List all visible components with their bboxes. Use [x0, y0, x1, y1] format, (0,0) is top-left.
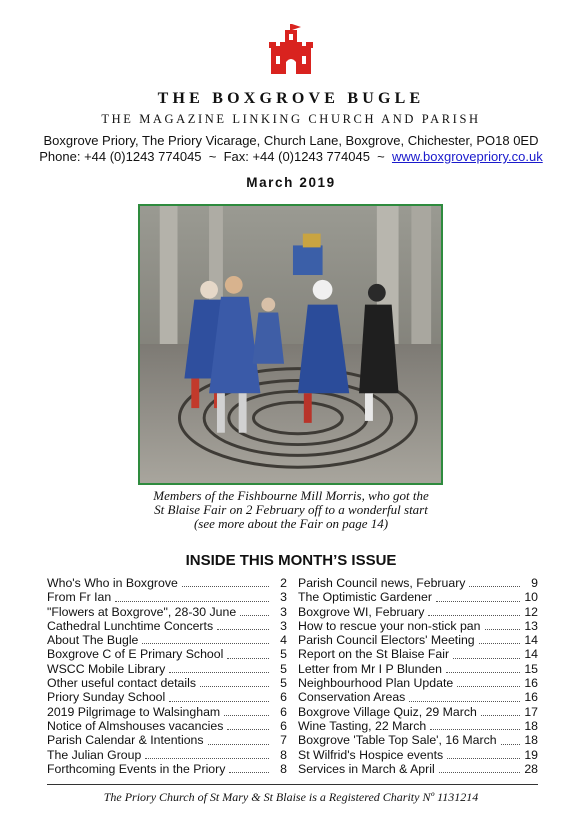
- toc-row[interactable]: [47, 633, 287, 647]
- toc-title: Parish Calendar & Intentions: [47, 733, 204, 748]
- toc-title: Forthcoming Events in the Priory: [47, 761, 226, 776]
- toc-title: Other useful contact details: [47, 676, 197, 691]
- toc-title: The Julian Group: [47, 747, 142, 762]
- toc-page: 13: [524, 618, 538, 633]
- toc-row[interactable]: [47, 762, 287, 776]
- toc-leader: [208, 744, 269, 745]
- toc-leader: [182, 586, 269, 587]
- toc-row[interactable]: [298, 576, 538, 590]
- toc-row[interactable]: [298, 748, 538, 762]
- toc-row[interactable]: [47, 619, 287, 633]
- toc-row[interactable]: [47, 605, 287, 619]
- toc-title: Services in March & April: [298, 761, 435, 776]
- website-link[interactable]: www.boxgrovepriory.co.uk: [391, 149, 543, 164]
- toc-leader: [115, 601, 269, 602]
- toc-leader: [469, 586, 520, 587]
- toc-page: 18: [524, 718, 538, 733]
- contents-right-column: [298, 576, 538, 776]
- toc-leader: [217, 629, 269, 630]
- charity-footer: The Priory Church of St Mary & St Blaise is a Registered Charity Nº 1131214: [103, 790, 479, 804]
- toc-row[interactable]: [298, 662, 538, 676]
- toc-title: Report on the St Blaise Fair: [298, 647, 450, 662]
- cover-photo: [138, 204, 443, 485]
- toc-page: 8: [280, 761, 287, 776]
- toc-leader: [453, 658, 520, 659]
- contents-heading: INSIDE THIS MONTH’S ISSUE: [185, 552, 397, 569]
- toc-leader: [227, 729, 269, 730]
- toc-page: 7: [280, 733, 287, 748]
- photo-caption-line-2: St Blaise Fair on 2 February off to a wonderful start: [154, 502, 428, 517]
- toc-row[interactable]: [47, 748, 287, 762]
- toc-row[interactable]: [298, 705, 538, 719]
- toc-title: Parish Council Electors' Meeting: [298, 633, 475, 648]
- toc-row[interactable]: [298, 619, 538, 633]
- toc-title: "Flowers at Boxgrove", 28-30 June: [47, 604, 237, 619]
- toc-row[interactable]: [47, 705, 287, 719]
- issue-month: March 2019: [246, 175, 336, 190]
- toc-row[interactable]: [47, 662, 287, 676]
- toc-leader: [436, 601, 520, 602]
- toc-page: 12: [524, 604, 538, 619]
- toc-row[interactable]: [298, 719, 538, 733]
- magazine-subtitle: THE MAGAZINE LINKING CHURCH AND PARISH: [101, 112, 481, 126]
- toc-page: 14: [524, 633, 538, 648]
- toc-row[interactable]: [298, 676, 538, 690]
- magazine-title: THE BOXGROVE BUGLE: [157, 90, 425, 107]
- toc-leader: [428, 615, 520, 616]
- toc-page: 18: [524, 733, 538, 748]
- toc-leader: [439, 772, 520, 773]
- toc-row[interactable]: [298, 647, 538, 661]
- toc-page: 28: [524, 761, 538, 776]
- toc-row[interactable]: [47, 733, 287, 747]
- toc-row[interactable]: [47, 576, 287, 590]
- toc-row[interactable]: [298, 690, 538, 704]
- toc-page: 8: [280, 747, 287, 762]
- toc-page: 3: [280, 618, 287, 633]
- toc-row[interactable]: [298, 605, 538, 619]
- toc-page: 6: [280, 718, 287, 733]
- toc-row[interactable]: [47, 676, 287, 690]
- toc-page: 2: [280, 576, 287, 590]
- toc-row[interactable]: [47, 690, 287, 704]
- toc-page: 19: [524, 747, 538, 762]
- toc-title: Cathedral Lunchtime Concerts: [47, 618, 214, 633]
- toc-leader: [501, 744, 520, 745]
- castle-tower-icon: [265, 24, 317, 74]
- toc-leader: [485, 629, 521, 630]
- toc-leader: [169, 701, 269, 702]
- toc-title: 2019 Pilgrimage to Walsingham: [47, 704, 221, 719]
- toc-title: Who's Who in Boxgrove: [47, 576, 178, 590]
- toc-title: Boxgrove C of E Primary School: [47, 647, 224, 662]
- toc-page: 5: [280, 676, 287, 691]
- toc-page: 14: [524, 647, 538, 662]
- phone-fax-text: Phone: +44 (0)1243 774045 ~ Fax: +44 (0)1243 774045 ~: [39, 149, 392, 164]
- footer-divider: [47, 784, 538, 785]
- toc-title: Conservation Areas: [298, 690, 406, 705]
- toc-title: Parish Council news, February: [298, 576, 466, 590]
- toc-leader: [481, 715, 520, 716]
- toc-page: 9: [531, 576, 538, 590]
- toc-leader: [430, 729, 520, 730]
- contents-left-column: [47, 576, 287, 776]
- toc-row[interactable]: [298, 762, 538, 776]
- toc-page: 10: [524, 590, 538, 605]
- toc-title: Boxgrove 'Table Top Sale', 16 March: [298, 733, 497, 748]
- toc-leader: [446, 672, 520, 673]
- toc-title: Boxgrove Village Quiz, 29 March: [298, 704, 477, 719]
- toc-row[interactable]: [298, 733, 538, 747]
- toc-page: 16: [524, 676, 538, 691]
- toc-page: 5: [280, 661, 287, 676]
- toc-leader: [409, 701, 520, 702]
- toc-leader: [240, 615, 269, 616]
- toc-title: Boxgrove WI, February: [298, 604, 425, 619]
- toc-title: Priory Sunday School: [47, 690, 166, 705]
- toc-title: St Wilfrid's Hospice events: [298, 747, 444, 762]
- toc-leader: [227, 658, 269, 659]
- toc-page: 6: [280, 704, 287, 719]
- toc-leader: [169, 672, 269, 673]
- toc-title: WSCC Mobile Library: [47, 661, 166, 676]
- toc-page: 16: [524, 690, 538, 705]
- toc-leader: [224, 715, 269, 716]
- toc-title: Notice of Almshouses vacancies: [47, 718, 224, 733]
- toc-title: Letter from Mr I P Blunden: [298, 661, 442, 676]
- toc-page: 3: [280, 604, 287, 619]
- toc-row[interactable]: [298, 633, 538, 647]
- toc-row[interactable]: [47, 590, 287, 604]
- toc-title: About The Bugle: [47, 633, 139, 648]
- toc-title: The Optimistic Gardener: [298, 590, 432, 605]
- toc-page: 4: [280, 633, 287, 648]
- toc-leader: [200, 686, 269, 687]
- toc-leader: [479, 643, 520, 644]
- toc-leader: [457, 686, 520, 687]
- toc-title: Wine Tasting, 22 March: [298, 718, 427, 733]
- toc-row[interactable]: [47, 719, 287, 733]
- address-line: Boxgrove Priory, The Priory Vicarage, Church Lane, Boxgrove, Chichester, PO18 0ED: [43, 133, 539, 148]
- photo-caption-line-1: Members of the Fishbourne Mill Morris, who got the: [153, 488, 429, 503]
- toc-page: 5: [280, 647, 287, 662]
- toc-title: Neighbourhood Plan Update: [298, 676, 454, 691]
- toc-leader: [142, 643, 269, 644]
- toc-title: How to rescue your non-stick pan: [298, 618, 481, 633]
- toc-page: 15: [524, 661, 538, 676]
- contact-line: [0, 149, 582, 164]
- toc-row[interactable]: [298, 590, 538, 604]
- toc-page: 17: [524, 704, 538, 719]
- photo-caption-line-3: (see more about the Fair on page 14): [193, 516, 389, 531]
- toc-title: From Fr Ian: [47, 590, 112, 605]
- toc-page: 6: [280, 690, 287, 705]
- toc-leader: [447, 758, 520, 759]
- toc-leader: [145, 758, 269, 759]
- toc-leader: [229, 772, 269, 773]
- toc-row[interactable]: [47, 647, 287, 661]
- toc-page: 3: [280, 590, 287, 605]
